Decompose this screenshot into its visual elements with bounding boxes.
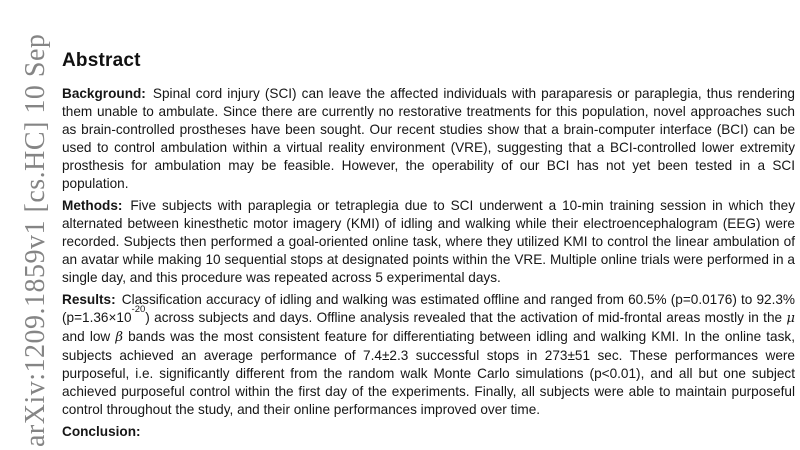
- abstract-section: [62, 50, 795, 445]
- abstract-heading: Abstract: [62, 50, 141, 71]
- results-text-1: Classification accuracy of idling and walking was estimated offline and ranged from 60.5% (p=0.0176) to 92.3% (p=1.36×10: [62, 292, 795, 325]
- results-label: Results:: [62, 292, 116, 307]
- methods-text: Five subjects with paraplegia or tetraplegia due to SCI underwent a 10-min training session in which they alternated between kinesthetic motor imagery (KMI) of idling and walking while their electroencephalogram (EEG) were recorded. Subjects then performed a goal-oriented online task, where they utilized KMI to control the linear ambulation of an avatar while making 10 sequential stops at designated points within the VRE. Multiple online trials were performed in a single day, and this procedure was repeated across 5 experimental days.: [62, 198, 795, 285]
- results-paragraph: [62, 291, 795, 419]
- results-text-2: ) across subjects and days. Offline analysis revealed that the activation of mid-frontal areas mostly in the: [145, 310, 787, 325]
- conclusion-label: Conclusion:: [62, 424, 141, 439]
- results-text-3: and low: [62, 329, 116, 344]
- results-text-4: bands was the most consistent feature for differentiating between idling and walking KMI. In the online task, subjects achieved an average performance of 7.4±2.3 successful stops in 273±51 sec. These performances were purposeful, i.e. significantly different from the random walk Monte Carlo simulations (p<0.01), and all but one subject achieved purposeful control within the first day of the experiments. Finally, all subjects were able to maintain purposeful control throughout the study, and their online performances improved over time.: [62, 329, 795, 417]
- background-label: Background:: [62, 86, 146, 101]
- background-paragraph: [62, 85, 795, 193]
- mu-symbol: μ: [786, 311, 795, 326]
- beta-symbol: β: [115, 330, 123, 345]
- background-text: Spinal cord injury (SCI) can leave the affected individuals with paraparesis or paraplegia, thus rendering them unable to ambulate. Since there are currently no restorative treatments for this population, novel approaches such as brain-controlled prostheses have been sought. Our recent studies show that a brain-computer interface (BCI) can be used to control ambulation within a virtual reality environment (VRE), suggesting that a BCI-controlled lower extremity prosthesis for ambulation may be feasible. However, the operability of our BCI has not yet been tested in a SCI population.: [62, 86, 795, 191]
- conclusion-paragraph-clipped: [62, 423, 795, 441]
- methods-label: Methods:: [62, 198, 123, 213]
- methods-paragraph: [62, 197, 795, 287]
- arxiv-identifier-stamp: arXiv:1209.1859v1 [cs.HC] 10 Sep: [20, 33, 51, 447]
- exponent-superscript: -20: [131, 303, 146, 315]
